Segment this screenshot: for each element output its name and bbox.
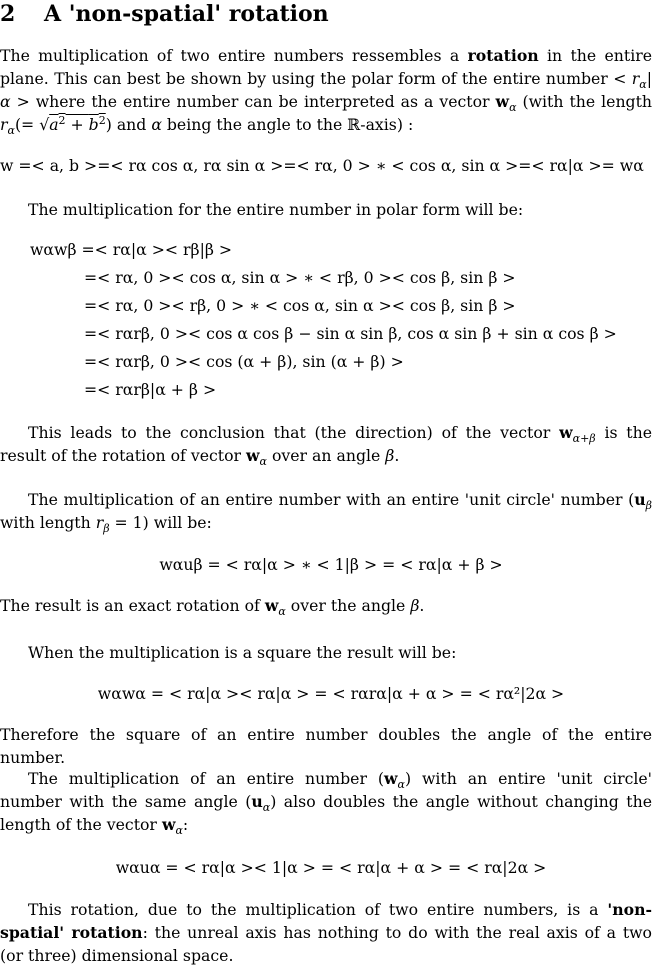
intro-paragraph: The multiplication of two entire numbers ressembles a rotation in the entire plane. This can best be shown by using the polar form of the entire number < $r_\alpha|\alpha$ > where the entire number can be interpreted as a vector $w_\alpha$ (with the length $r_\alpha(= √a^2 + b^2)$ and α being the angle to the ℝ-axis) :	[0, 46, 653, 137]
rotation-bold: rotation	[467, 46, 539, 65]
section-title: A 'non-spatial' rotation	[44, 1, 329, 27]
same-angle-equation: wαuα = < rα|α >< 1|α > = < rα|α + α > = < rα|2α >	[115, 858, 547, 877]
derivation-line-4: =< rαrβ, 0 >< cos α cos β − sin α sin β, cos α sin β + sin α cos β >	[84, 324, 617, 343]
square-intro: When the multiplication is a square the result will be:	[28, 643, 457, 662]
derivation-line-2: =< rα, 0 >< cos α, sin α > ∗ < rβ, 0 >< cos β, sin β >	[84, 268, 516, 287]
exact-rotation-text: The result is an exact rotation of $w_\alpha$ over the angle β.	[0, 596, 425, 618]
square-equation: wαwα = < rα|α >< rα|α > = < rαrα|α + α > = < rα²|2α >	[97, 684, 565, 703]
non-spatial-bold: 'non-spatial' rotation	[0, 900, 652, 942]
non-spatial-paragraph: This rotation, due to the multiplication of two entire numbers, is a 'non-spatial' rotation: the unreal axis has nothing to do with the real axis of a two (or three) dimensional space.	[0, 900, 652, 965]
derivation-line-1: wαwβ =< rα|α >< rβ|β >	[30, 240, 233, 259]
derivation-line-6: =< rαrβ|α + β >	[84, 380, 217, 399]
same-angle-paragraph: The multiplication of an entire number $(w_\alpha)$ with an entire 'unit circle' number with the same angle $(u_\alpha)$ also doubles the angle without changing the length of the vector $w_\alpha$:	[0, 769, 652, 837]
polar-form-equation: w =< a, b >=< rα cos α, rα sin α >=< rα, 0 > ∗ < cos α, sin α >=< rα|α >= wα	[0, 156, 644, 175]
conclusion-paragraph: This leads to the conclusion that (the direction) of the vector $w_{\alpha+\beta}$ is the result of the rotation of vector $w_\alpha$ over an angle β.	[0, 423, 653, 468]
section-number: 2	[0, 1, 16, 27]
section-heading	[0, 0, 329, 28]
unit-circle-equation: wαuβ = < rα|α > ∗ < 1|β > = < rα|α + β >	[159, 555, 503, 574]
polar-multiplication-intro: The multiplication for the entire number in polar form will be:	[28, 200, 524, 219]
unit-circle-paragraph: The multiplication of an entire number with an entire 'unit circle' number ($u_\beta$ with length $r_\beta = 1$) will be:	[0, 490, 652, 535]
derivation-line-5: =< rαrβ, 0 >< cos (α + β), sin (α + β) >	[84, 352, 404, 371]
derivation-line-3: =< rα, 0 >< rβ, 0 > ∗ < cos α, sin α >< cos β, sin β >	[84, 296, 516, 315]
square-conclusion: Therefore the square of an entire number doubles the angle of the entire number.	[0, 725, 652, 767]
